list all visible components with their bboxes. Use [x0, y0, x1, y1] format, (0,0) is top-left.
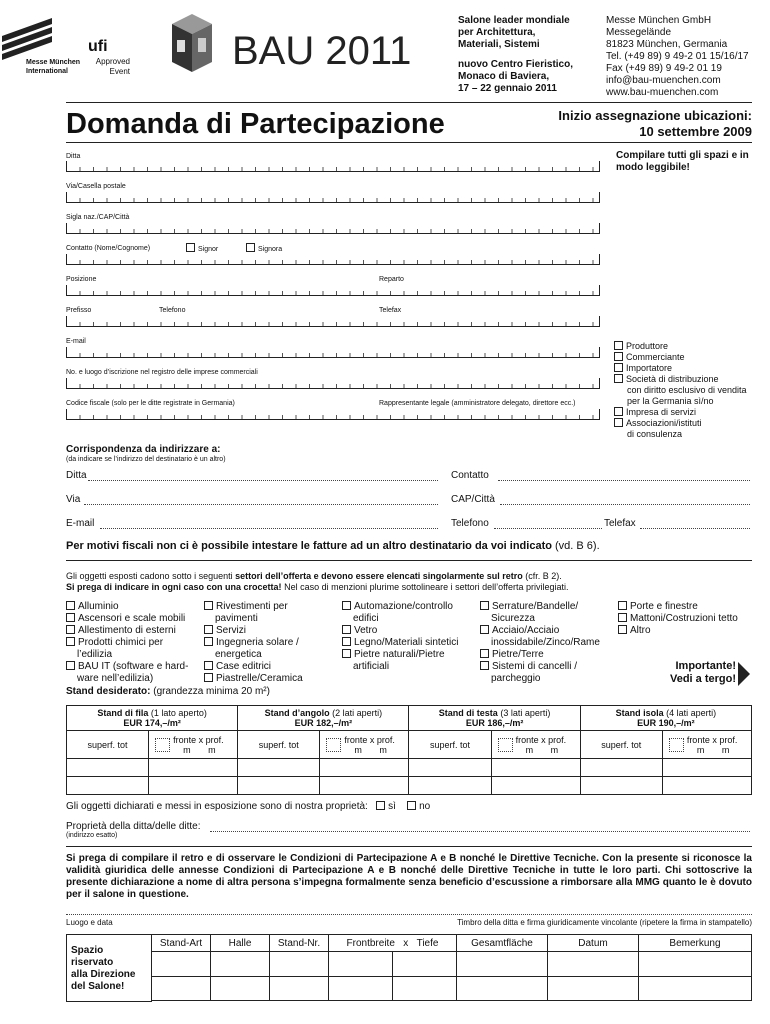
checkbox-no[interactable]: no: [407, 801, 430, 812]
corr-field-telefax[interactable]: [640, 528, 750, 529]
field-posizione[interactable]: [66, 285, 600, 296]
company-type-list: Produttore Commerciante Importatore Società di distribuzione con diritto esclusivo di vendita per la Germania sì/no Impresa di servizi Associazioni/istituti di consulenza: [614, 341, 764, 440]
ufi-subtitle: Approved Event: [95, 57, 130, 76]
label-reparto: Reparto: [379, 276, 404, 283]
place-date-label: Luogo e data: [66, 918, 113, 927]
fronte-prof-isola[interactable]: fronte x prof. m m: [662, 731, 751, 759]
admin-header-gesamtflaeche: Gesamtfläche: [457, 935, 548, 952]
admin-header-front-depth: Frontbreite x Tiefe: [329, 935, 457, 952]
sector-case-editrici[interactable]: Case editrici: [204, 661, 342, 673]
checkbox-signor[interactable]: Signor: [186, 243, 218, 254]
organizer-address: Messe München GmbH Messegelände 81823 München, Germania Tel. (+49 89) 9 49-2 01 15/16/17 Fax (+49 89) 9 49-2 01 19 info@bau-muenchen.com www.bau-muenchen.com: [606, 15, 749, 98]
label-rappresentante: Rappresentante legale (amministratore delegato, direttore ecc.): [379, 400, 576, 407]
page-title: Domanda di Partecipazione: [66, 108, 445, 140]
superf-tot-label: superf. tot: [580, 731, 662, 759]
sector-pietre-terre[interactable]: Pietre/Terre: [480, 649, 618, 661]
label-codice: Codice fiscale (solo per le ditte registrate in Germania): [66, 400, 235, 407]
correspondence-title: Corrispondenza da indirizzare a:: [66, 444, 221, 455]
stamp-signature-label: Timbro della ditta e firma giuridicamente vincolante (ripetere la firma in stampatello): [457, 918, 752, 927]
label-contatto: Contatto (Nome/Cognome): [66, 245, 151, 252]
reserved-box: Spazio riservato alla Direzione del Salone!: [66, 934, 152, 1002]
fiscal-note: Per motivi fiscali non ci è possibile intestare le fatture ad un altro destinatario da voi indicato (vd. B 6).: [66, 540, 600, 552]
corr-label-contatto: Contatto: [451, 470, 489, 481]
sector-serrature[interactable]: Serrature/Bandelle/: [480, 601, 618, 613]
sector-ingegneria-solare[interactable]: Ingegneria solare /: [204, 637, 342, 649]
stand-type-fila: Stand di fila (1 lato aperto) EUR 174,–/m²: [67, 706, 238, 731]
arrow-right-icon: [738, 662, 750, 686]
salon-info: Salone leader mondiale per Architettura, Materiali, Sistemi nuovo Centro Fieristico, Monaco di Baviera, 17 – 22 gennaio 2011: [458, 15, 574, 94]
admin-header-halle: Halle: [211, 935, 270, 952]
field-ditta[interactable]: [66, 161, 600, 172]
signature-line[interactable]: [66, 914, 752, 915]
corr-field-contatto[interactable]: [498, 480, 750, 481]
checkbox-servizi[interactable]: Impresa di servizi: [614, 407, 764, 418]
sector-servizi[interactable]: Servizi: [204, 625, 342, 637]
sector-prodotti-chimici[interactable]: Prodotti chimici per: [66, 637, 204, 649]
sector-column-2: Rivestimenti per pavimenti Servizi Ingegneria solare / energetica Case editrici Piastrelle/Ceramica: [204, 601, 342, 685]
label-telefono: Telefono: [159, 307, 186, 314]
field-contatto[interactable]: [66, 254, 600, 265]
corr-label-cap: CAP/Città: [451, 494, 495, 505]
label-posizione: Posizione: [66, 276, 97, 283]
correspondence-subtitle: (da indicare se l’indirizzo del destinatario è un altro): [66, 456, 226, 463]
owner-field[interactable]: [210, 831, 750, 832]
admin-header-datum: Datum: [548, 935, 639, 952]
stand-type-isola: Stand isola (4 lati aperti) EUR 190,–/m²: [580, 706, 751, 731]
superf-tot-label: superf. tot: [238, 731, 320, 759]
sector-bau-it[interactable]: BAU IT (software e hard-: [66, 661, 204, 673]
sector-column-3: Automazione/controllo edifici Vetro Legno/Materiali sintetici Pietre naturali/Pietre artificiali: [342, 601, 480, 673]
field-sigla[interactable]: [66, 223, 600, 234]
checkbox-importatore[interactable]: Importatore: [614, 363, 764, 374]
label-prefisso: Prefisso: [66, 307, 92, 314]
sectors-intro: Gli oggetti esposti cadono sotto i seguenti settori dell’offerta e devono essere elencati singolarmente sul retro (cfr. B 2). Si prega di indicare in ogni caso con una crocetta! Nel caso di menzioni plurime sottolineare i settori dell’offerta privilegiati.: [66, 571, 569, 592]
sector-rivestimenti[interactable]: Rivestimenti per: [204, 601, 342, 613]
field-telefono[interactable]: [66, 316, 600, 327]
corr-field-via[interactable]: [84, 504, 438, 505]
admin-table: [151, 934, 752, 1001]
sector-alluminio[interactable]: Alluminio: [66, 601, 204, 613]
label-telefax: Telefax: [379, 307, 402, 314]
field-registro[interactable]: [66, 378, 600, 389]
corr-label-email: E-mail: [66, 518, 95, 529]
sector-porte[interactable]: Porte e finestre: [618, 601, 758, 613]
checkbox-associazioni[interactable]: Associazioni/istituti: [614, 418, 764, 429]
sector-column-4: Serrature/Bandelle/ Sicurezza Acciaio/Acciaio inossidabile/Zinco/Rame Pietre/Terre Sistemi di cancelli / parcheggio: [480, 601, 618, 685]
sector-column-5: [618, 601, 758, 637]
sector-column-1: Alluminio Ascensori e scale mobili Allestimento di esterni Prodotti chimici per l’edilizia BAU IT (software e hard- ware nell’edilizia): [66, 601, 204, 685]
sector-altro[interactable]: Altro: [618, 625, 758, 637]
corr-label-telefono: Telefono: [451, 518, 489, 529]
checkbox-commerciante[interactable]: Commerciante: [614, 352, 764, 363]
stand-type-testa: Stand di testa (3 lati aperti) EUR 186,–/m²: [409, 706, 580, 731]
bau-logo-icon: [162, 12, 222, 74]
admin-header-bemerkung: Bemerkung: [639, 935, 752, 952]
ufi-logo: ufi: [88, 38, 108, 55]
sector-allestimento[interactable]: Allestimento di esterni: [66, 625, 204, 637]
label-ditta: Ditta: [66, 153, 81, 160]
corr-field-cap[interactable]: [500, 504, 750, 505]
sector-piastrelle[interactable]: Piastrelle/Ceramica: [204, 673, 342, 685]
corr-label-ditta: Ditta: [66, 470, 87, 481]
corr-label-via: Via: [66, 494, 81, 505]
sector-automazione[interactable]: Automazione/controllo: [342, 601, 480, 613]
checkbox-distribuzione[interactable]: Società di distribuzione: [614, 374, 764, 385]
checkbox-yes[interactable]: sì: [376, 801, 396, 812]
conditions-text: Si prega di compilare il retro e di osservare le Condizioni di Partecipazione A e B nonché le Direttive Tecniche. Con la presente si riconosce la validità giuridica delle annesse Condizioni di Partecipazione A e B nonché delle Direttive Tecniche in tutte le loro parti. Chi sottoscrive la presente dichiarazione a nome di altra persona s’impegna formalmente senza beneficio d’escussione a rimborsare alla MMG quanto le è dovuto per il salone in questione.: [66, 853, 752, 900]
superf-tot-label: superf. tot: [409, 731, 491, 759]
label-via: Via/Casella postale: [66, 183, 126, 190]
corr-field-email[interactable]: [100, 528, 438, 529]
label-registro: No. e luogo d’iscrizione nel registro delle imprese commerciali: [66, 369, 258, 376]
fronte-prof-testa[interactable]: fronte x prof. m m: [491, 731, 580, 759]
fronte-prof-fila[interactable]: fronte x prof. m m: [149, 731, 238, 759]
admin-header-stand-art: Stand-Art: [152, 935, 211, 952]
sector-legno[interactable]: Legno/Materiali sintetici: [342, 637, 480, 649]
superf-tot-label: superf. tot: [67, 731, 149, 759]
checkbox-produttore[interactable]: Produttore: [614, 341, 764, 352]
assignment-info: Inizio assegnazione ubicazioni: 10 settembre 2009: [558, 108, 752, 139]
important-note: Importante! Vedi a tergo!: [669, 660, 736, 685]
field-email[interactable]: [66, 347, 600, 358]
owner-sub: (indirizzo esatto): [66, 832, 118, 839]
sector-acciaio[interactable]: Acciaio/Acciaio: [480, 625, 618, 637]
ownership-question: Gli oggetti dichiarati e messi in esposizione sono di nostra proprietà: sì no: [66, 801, 431, 812]
sector-cancelli[interactable]: Sistemi di cancelli /: [480, 661, 618, 673]
stand-type-angolo: Stand d’angolo (2 lati aperti) EUR 182,–/m²: [238, 706, 409, 731]
stand-table: [66, 705, 752, 795]
messe-logo-icon: [2, 18, 54, 60]
stand-desired: Stand desiderato: (grandezza minima 20 m²): [66, 686, 270, 697]
field-codice[interactable]: [66, 409, 600, 420]
field-via[interactable]: [66, 192, 600, 203]
label-email: E-mail: [66, 338, 86, 345]
fill-note: Compilare tutti gli spazi e in modo leggibile!: [616, 150, 749, 173]
sector-pietre-naturali[interactable]: Pietre naturali/Pietre: [342, 649, 480, 661]
corr-field-telefono[interactable]: [494, 528, 602, 529]
sector-mattoni[interactable]: Mattoni/Costruzioni tetto: [618, 613, 758, 625]
checkbox-signora[interactable]: Signora: [246, 243, 282, 254]
label-sigla: Sigla naz./CAP/Città: [66, 214, 130, 221]
fronte-prof-angolo[interactable]: fronte x prof. m m: [320, 731, 409, 759]
owner-label: Proprietà della ditta/delle ditte:: [66, 821, 201, 832]
admin-header-stand-nr: Stand-Nr.: [270, 935, 329, 952]
sector-vetro[interactable]: Vetro: [342, 625, 480, 637]
messe-logo-text: Messe München International: [26, 59, 81, 75]
event-logo: BAU 2011: [232, 29, 412, 73]
corr-label-telefax: Telefax: [604, 518, 636, 529]
sector-ascensori[interactable]: Ascensori e scale mobili: [66, 613, 204, 625]
corr-field-ditta[interactable]: [88, 480, 438, 481]
